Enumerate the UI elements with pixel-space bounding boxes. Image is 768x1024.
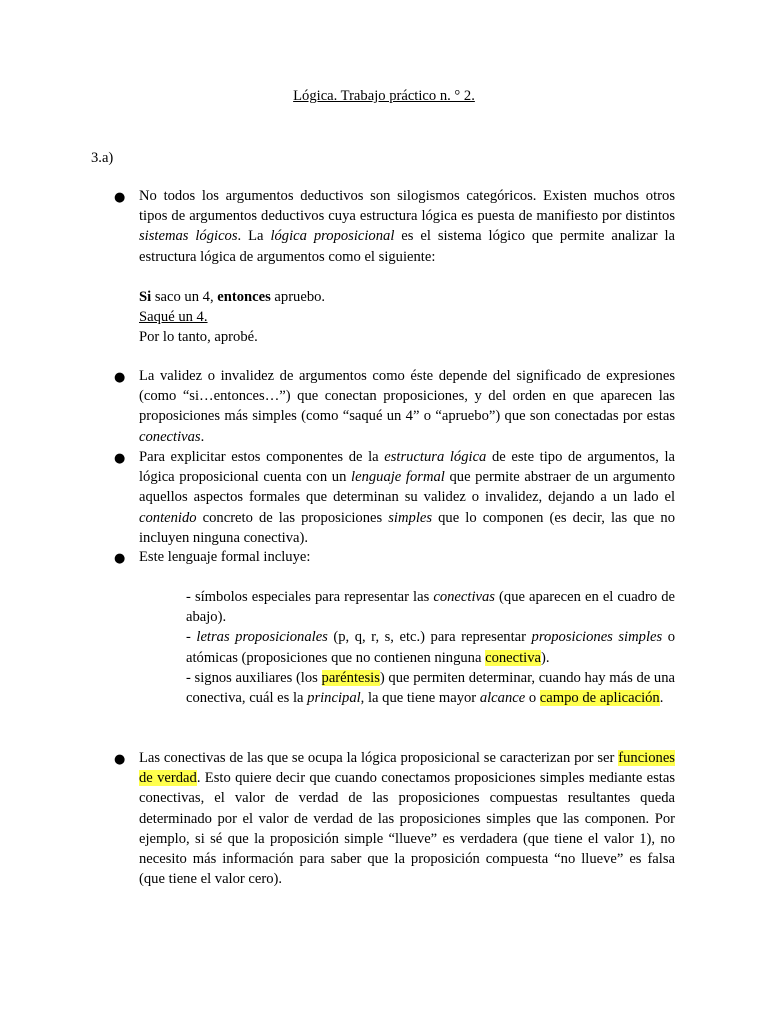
example-line-2: Saqué un 4.	[139, 309, 208, 326]
bullet-marker: ●	[114, 190, 126, 205]
paragraph-validity: La validez o invalidez de argumentos como éste depende del significado de expresiones (como “si…entonces…”) que conectan proposiciones, y del orden en que aparecen las proposiciones más simples (como “saqué un 4” o “apruebo”) que son conectadas por estas conectivas.	[139, 368, 675, 445]
example-line-1: Si saco un 4, entonces apruebo.	[139, 289, 326, 305]
bullet-marker: ●	[114, 370, 126, 385]
list-item: - letras proposicionales (p, q, r, s, etc.) para representar proposiciones simples o atómicas (proposiciones que no contienen ninguna conectiva).	[186, 629, 675, 666]
list-item: - signos auxiliares (los paréntesis) que permiten determinar, cuando hay más de una conectiva, cuál es la principal, la que tiene mayor alcance o campo de aplicación.	[186, 669, 675, 707]
list-item: - símbolos especiales para representar las conectivas (que aparecen en el cuadro de abajo).	[186, 589, 675, 626]
bullet-marker: ●	[114, 451, 126, 466]
paragraph-truth-functions: Las conectivas de las que se ocupa la lógica proposicional se caracterizan por ser funciones de verdad. Esto quiere decir que cuando conectamos proposiciones simples mediante estas conectivas, el valor de verdad de las proposiciones compuestas resultantes queda determinado por el valor de verdad de las proposiciones simples que las componen. Por ejemplo, si sé que la proposición simple “llueve” es verdadera (que tiene el valor 1), no necesito más información para saber que la proposición compuesta “no llueve” es falsa (que tiene el valor cero).	[139, 750, 675, 888]
highlighted-text: funciones de verdad	[139, 750, 675, 787]
highlighted-text: campo de aplicación	[539, 690, 660, 707]
bullet-marker: ●	[114, 551, 126, 566]
paragraph-formal-language: Para explicitar estos componentes de la estructura lógica de este tipo de argumentos, la lógica proposicional cuenta con un lenguaje formal que permite abstraer de un argumento aquellos aspectos formales que determinan su validez o invalidez, dejando a un lado el contenido concreto de las proposiciones simples que lo componen (es decir, las que no incluyen ninguna conectiva).	[139, 449, 675, 546]
highlighted-text: conectiva	[485, 649, 542, 666]
paragraph-includes: Este lenguaje formal incluye:	[139, 549, 311, 565]
example-argument	[139, 287, 675, 348]
formal-language-list	[186, 587, 675, 708]
paragraph-intro: No todos los argumentos deductivos son silogismos categóricos. Existen muchos otros tipos de argumentos deductivos cuya estructura lógica es puesta de manifiesto por distintos sistemas lógicos. La lógica proposicional es el sistema lógico que permite analizar la estructura lógica de argumentos como el siguiente:	[139, 188, 676, 265]
bullet-marker: ●	[114, 752, 126, 767]
highlighted-text: paréntesis	[321, 669, 380, 686]
section-label: 3.a)	[91, 150, 114, 166]
page-title: Lógica. Trabajo práctico n. ° 2.	[293, 88, 475, 104]
example-line-3: Por lo tanto, aprobé.	[139, 329, 258, 346]
